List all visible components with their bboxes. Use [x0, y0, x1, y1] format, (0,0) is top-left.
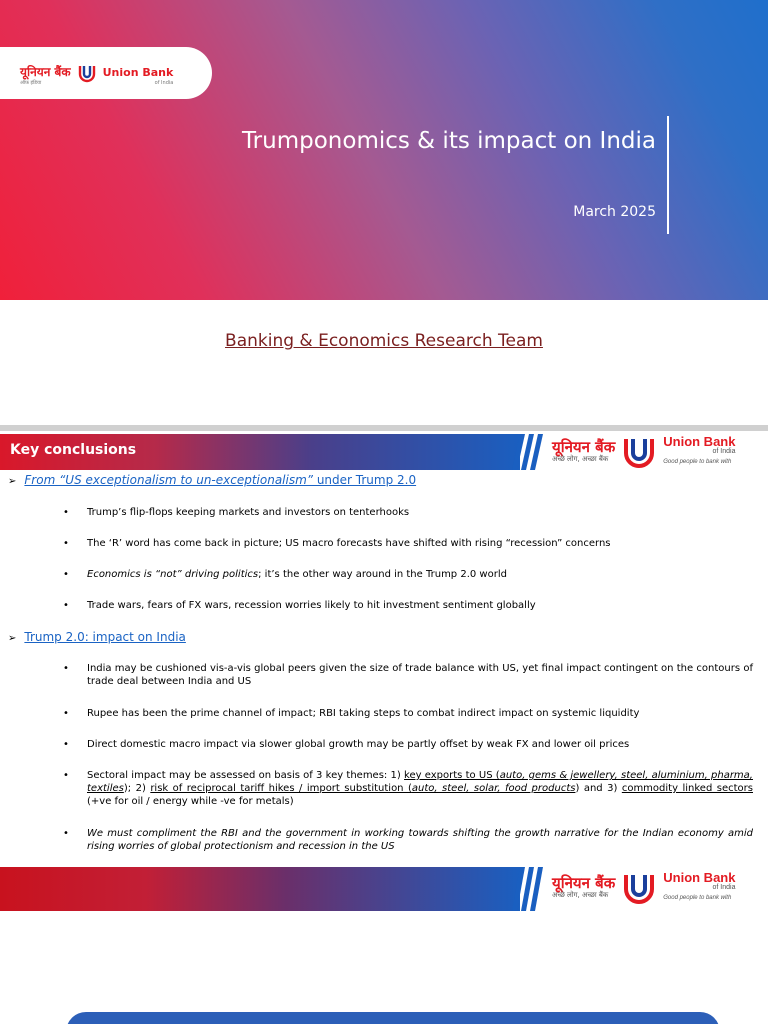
bullet-dot-icon: •: [63, 770, 69, 781]
bullet-dot-icon: •: [63, 600, 69, 611]
cover-title: Trumponomics & its impact on India: [242, 128, 656, 154]
header-stripes-icon: [510, 431, 550, 471]
bullet-dot-icon: •: [63, 708, 69, 719]
bullet-dot-icon: •: [63, 507, 69, 518]
union-bank-emblem-icon: [77, 63, 97, 83]
brand-hindi: यूनियन बैंक अच्छे लोग, अच्छा बैंक: [552, 874, 616, 899]
footer-brand-logo: [552, 871, 735, 905]
bullet-dot-icon: •: [63, 538, 69, 549]
header-brand-logo: [552, 435, 735, 469]
research-team-link[interactable]: Banking & Economics Research Team: [225, 331, 543, 351]
cover-date: March 2025: [573, 204, 656, 220]
list-item: • Trade wars, fears of FX wars, recession worries likely to hit investment sentiment globally: [63, 600, 536, 611]
next-slide-preview: [66, 1012, 720, 1024]
closing-remark: We must compliment the RBI and the government in working towards shifting the growth narrative for the Indian economy amid rising worries of global protectionism and recession in the US: [87, 828, 753, 852]
brand-english: Union Bank of India Good people to bank with: [663, 870, 736, 901]
list-item: • The ‘R’ word has come back in picture; US macro forecasts have shifted with rising “recession” concerns: [63, 538, 611, 549]
section-heading-exceptionalism[interactable]: ➢ From “US exceptionalism to un-exceptionalism” under Trump 2.0: [8, 473, 417, 487]
brand-english: Union Bank of India Good people to bank with: [663, 434, 736, 465]
bullet-dot-icon: •: [63, 739, 69, 750]
cover-banner: [0, 0, 768, 300]
list-item: • Trump’s flip-flops keeping markets and investors on tenterhooks: [63, 507, 410, 518]
union-bank-logo: [0, 47, 212, 99]
list-item: • India may be cushioned vis-a-vis global peers given the size of trade balance with US, yet final impact contingent on the contours of trade deal between India and US: [63, 663, 753, 687]
slide-footer: [0, 865, 768, 913]
arrow-bullet-icon: ➢: [8, 476, 17, 487]
bullet-dot-icon: •: [63, 569, 69, 580]
bullet-dot-icon: •: [63, 663, 69, 674]
list-item: • Direct domestic macro impact via slower global growth may be partly offset by weak FX and lower oil prices: [63, 739, 630, 750]
brand-hindi: यूनियन बैंक अच्छे लोग, अच्छा बैंक: [552, 438, 616, 463]
slide-title: Key conclusions: [10, 442, 137, 458]
list-item: • Rupee has been the prime channel of impact; RBI taking steps to combat indirect impact on systemic liquidity: [63, 708, 640, 719]
section-heading-india-impact[interactable]: ➢ Trump 2.0: impact on India: [8, 630, 186, 644]
cover-divider: [667, 116, 669, 234]
arrow-bullet-icon: ➢: [8, 633, 17, 644]
union-bank-emblem-icon: [621, 435, 657, 469]
logo-hindi: यूनियन बैंक ऑफ़ इंडिया: [20, 64, 71, 86]
slide-header: [0, 431, 768, 471]
union-bank-emblem-icon: [621, 871, 657, 905]
footer-stripes-icon: [510, 865, 550, 913]
list-item: [63, 769, 753, 808]
bullet-dot-icon: •: [63, 828, 69, 839]
list-item: • Economics is “not” driving politics; it’s the other way around in the Trump 2.0 world: [63, 569, 507, 580]
sectoral-impact-text: Sectoral impact may be assessed on basis of 3 key themes: 1) key exports to US (auto, gems & jewellery, steel, aluminium, pharma, textiles); 2) risk of reciprocal tariff hikes / import substitution (auto, steel, solar, food products) and 3) commodity linked sectors (+ve for oil / energy while -ve for metals): [87, 770, 753, 807]
list-item: [63, 827, 753, 853]
logo-english: Union Bank of India: [102, 65, 174, 86]
footer-bar: [0, 867, 520, 911]
